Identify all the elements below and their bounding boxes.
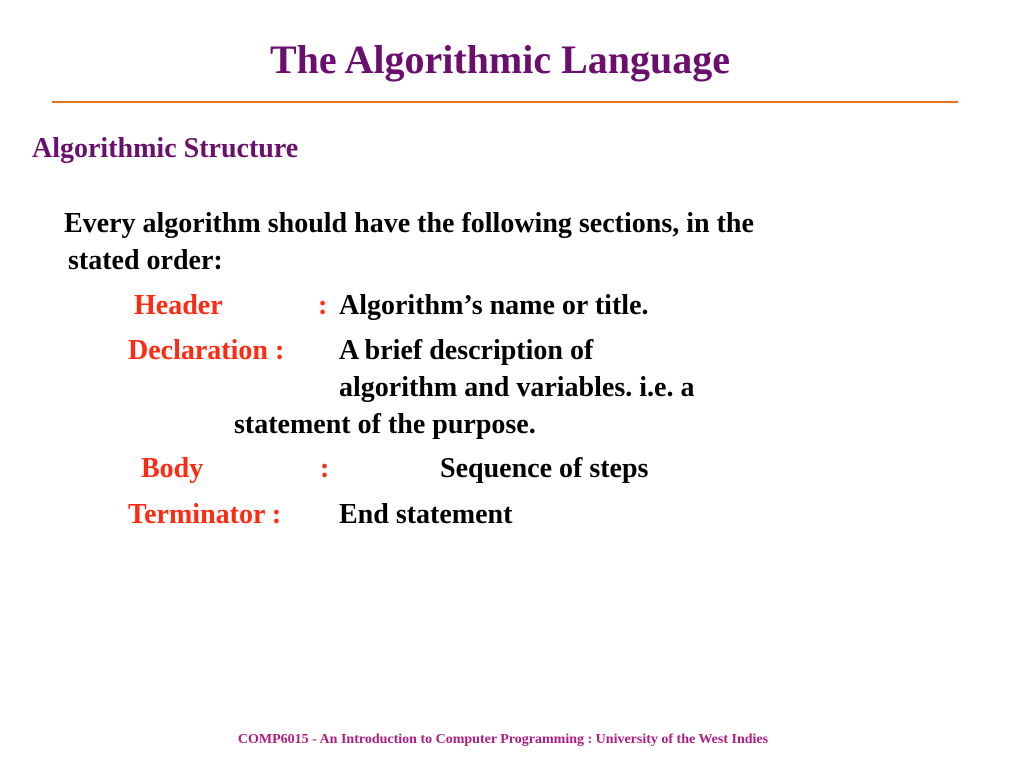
section-heading: Algorithmic Structure <box>32 133 299 164</box>
desc-declaration-line-2: algorithm and variables. i.e. a <box>339 372 695 403</box>
slide-title: The Algorithmic Language <box>269 37 731 82</box>
desc-declaration-line-1: A brief description of <box>339 335 594 366</box>
term-header: Header <box>134 290 223 321</box>
term-declaration: Declaration : <box>128 335 285 366</box>
intro-text-line-2: stated order: <box>68 245 223 276</box>
desc-body: Sequence of steps <box>440 453 649 484</box>
term-header-colon: : <box>318 290 328 321</box>
term-body: Body <box>141 453 204 484</box>
desc-header: Algorithm’s name or title. <box>339 290 649 321</box>
term-terminator: Terminator : <box>128 499 282 530</box>
term-body-colon: : <box>320 453 330 484</box>
slide-footer: COMP6015 - An Introduction to Computer Programming : University of the West Indies <box>237 732 769 747</box>
intro-text-line-1: Every algorithm should have the following sections, in the <box>64 208 754 239</box>
title-divider <box>52 101 958 103</box>
desc-terminator: End statement <box>339 499 513 530</box>
desc-declaration-line-3: statement of the purpose. <box>234 409 536 440</box>
